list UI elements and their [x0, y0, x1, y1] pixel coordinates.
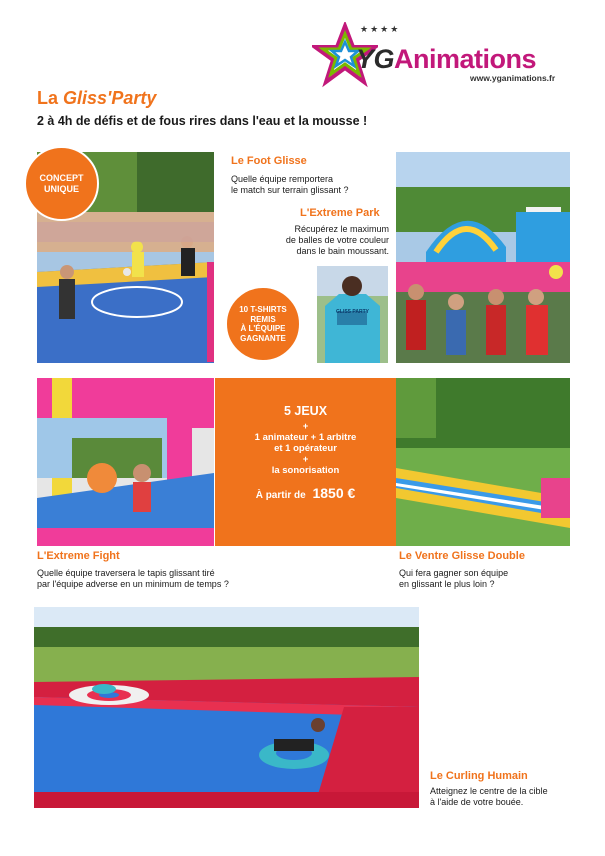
- offer-sound: la sonorisation: [271, 465, 340, 476]
- ventre-glisse-text: Qui fera gagner son équipe en glissant le plus loin ?: [399, 568, 509, 589]
- photo-extreme-fight: [37, 378, 214, 546]
- extreme-park-text: Récupérez le maximum de balles de votre couleur dans le bain moussant.: [285, 224, 389, 256]
- curling-title: Le Curling Humain: [430, 770, 528, 782]
- offer-games: 5 JEUX: [283, 404, 328, 418]
- photo-ventre-glisse: [396, 378, 570, 546]
- logo-text: YGAnimations: [356, 44, 537, 74]
- offer-price: 1850 €: [312, 485, 356, 501]
- extreme-park-title: L'Extreme Park: [300, 207, 380, 219]
- foot-glisse-title: Le Foot Glisse: [231, 155, 307, 167]
- tshirts-badge: 10 T-SHIRTS REMIS À L'ÉQUIPE GAGNANTE: [225, 286, 301, 362]
- extreme-fight-text: Quelle équipe traversera le tapis glissant tiré par l'équipe adverse en un minimum de temps ?: [37, 568, 229, 589]
- offer-plus-2: +: [302, 454, 309, 465]
- ventre-glisse-title: Le Ventre Glisse Double: [399, 550, 525, 562]
- page-title: La Gliss'Party: [37, 88, 157, 108]
- curling-text: Atteignez le centre de la cible à l'aide de votre bouée.: [430, 786, 548, 807]
- offer-staff-line2: et 1 opérateur: [274, 443, 337, 454]
- offer-price-line: À partir de 1850 €: [255, 485, 356, 501]
- photo-extreme-park: [396, 152, 570, 363]
- foot-glisse-text: Quelle équipe remportera le match sur terrain glissant ?: [231, 174, 349, 195]
- page-subtitle: 2 à 4h de défis et de fous rires dans l'eau et la mousse !: [37, 114, 368, 128]
- tshirt-print: GLISS PARTY: [336, 309, 369, 315]
- logo-small-stars-icon: ★★★★: [360, 24, 401, 34]
- photo-curling-humain: [34, 607, 419, 808]
- logo-url: www.yganimations.fr: [470, 73, 556, 83]
- extreme-fight-title: L'Extreme Fight: [37, 550, 120, 562]
- offer-box: [215, 378, 396, 546]
- offer-staff-line1: 1 animateur + 1 arbitre: [254, 432, 357, 443]
- offer-plus-1: +: [302, 421, 309, 432]
- concept-unique-badge: CONCEPT UNIQUE: [24, 146, 99, 221]
